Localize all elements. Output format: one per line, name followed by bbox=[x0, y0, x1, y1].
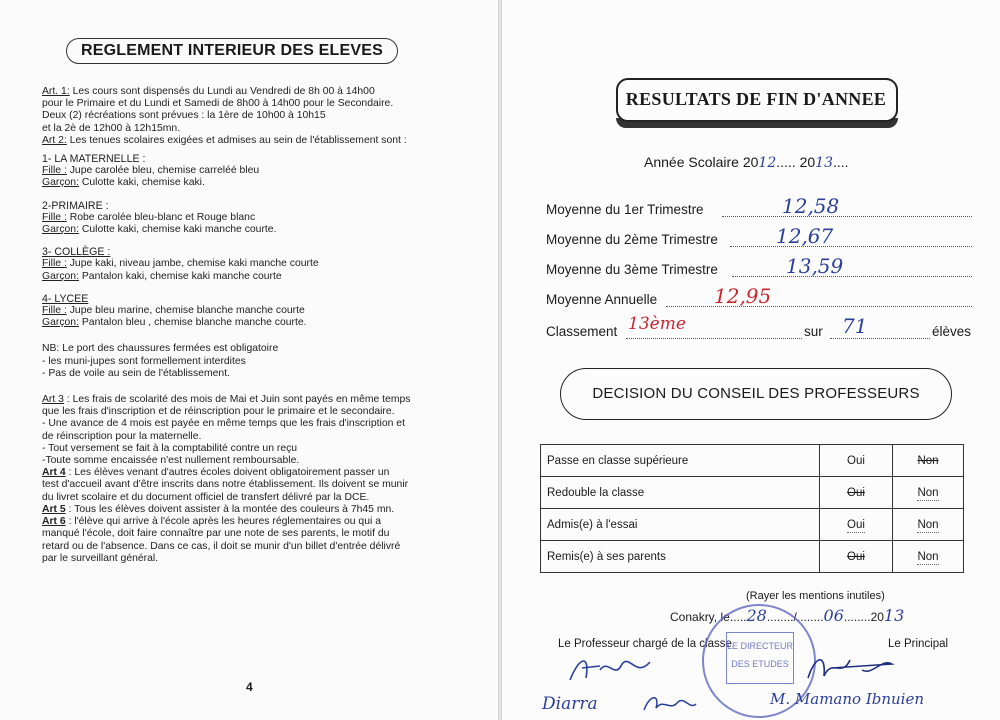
average-term-1: Moyenne du 1er Trimestre 12,58 bbox=[546, 202, 976, 217]
table-row: Redouble la classe Oui Non bbox=[541, 477, 964, 509]
average-value-annual: 12,95 bbox=[714, 284, 772, 308]
school-year: Année Scolaire 2012..... 2013.... bbox=[644, 154, 849, 171]
dotted-line bbox=[830, 338, 930, 339]
average-annual: Moyenne Annuelle 12,95 bbox=[546, 292, 976, 307]
uniform-section-maternelle: 1- LA MATERNELLE : Fille : Jupe carolée bleu, chemise carreléé bleu Garçon: Culotte kaki, chemise kaki. bbox=[42, 153, 260, 189]
article-6: Art 6 : l'élève qui arrive à l'école après les heures réglementaires ou qui a manqué l'école, doit faire connaître par une note de ses parents, le motif du retard ou de l'absence. Dans ce cas, il doit se munir d'un billet d'entrée délivré par le surveillant général. bbox=[42, 516, 401, 564]
uniform-section-lycee: 4- LYCEE Fille : Jupe bleu marine, chemise blanche manche courte Garçon: Pantalon bleu , chemise blanche manche courte. bbox=[42, 292, 307, 329]
place-date: Conakry, le.....28......../........06........2013 bbox=[670, 606, 905, 625]
dotted-line bbox=[730, 246, 972, 247]
principal-label: Le Principal bbox=[888, 638, 949, 650]
results-title: RESULTATS DE FIN D'ANNEE bbox=[625, 89, 887, 109]
results-page bbox=[502, 0, 1000, 720]
article-1: Art. 1: Les cours sont dispensés du Lundi au Vendredi de 8h 00 à 14h00 pour le Primaire et du Lundi et Samedi de 8h00 à 14h00 pour le Secondaire. Deux (2) récréations sont prévues : la 1ère de 10h00 à 10h15 et la 2è de 12h00 à 12h15mn. Art 2: Les tenues scolaires exigées et admises au sein de l'établissement sont : bbox=[42, 86, 407, 146]
average-value: 12,67 bbox=[776, 224, 834, 248]
class-size-value: 71 bbox=[842, 314, 868, 338]
rules-page bbox=[0, 0, 498, 720]
uniform-section-primaire: 2-PRIMAIRE : Fille : Robe carolée bleu-blanc et Rouge blanc Garçon: Culotte kaki, chemise kaki manche courte. bbox=[42, 199, 277, 236]
rules-title: REGLEMENT INTERIEUR DES ELEVES bbox=[66, 38, 398, 64]
council-decision-title: DECISION DU CONSEIL DES PROFESSEURS bbox=[560, 368, 952, 420]
article-4: Art 4 : Les élèves venant d'autres écoles doivent obligatoirement passer un test d'accueil avant d'être inscrits dans notre établissement. Ils doivent se munir du livret scolaire et du document officiel de transfert délivré par la DCE. bbox=[42, 467, 409, 503]
table-row: Remis(e) à ses parents Oui Non bbox=[541, 541, 964, 573]
table-row: Passe en classe supérieure Oui Non bbox=[541, 445, 964, 477]
page-number: 4 bbox=[246, 680, 253, 694]
dotted-line bbox=[722, 216, 972, 217]
teacher-name-handwritten: Diarra bbox=[542, 694, 598, 714]
ranking-value: 13ème bbox=[628, 314, 686, 334]
nb-note: NB: Le port des chaussures fermées est obligatoire - les muni-jupes sont formellement interdites - Pas de voile au sein de l'établissement. bbox=[42, 343, 279, 379]
table-row: Admis(e) à l'essai Oui Non bbox=[541, 509, 964, 541]
teacher-signature bbox=[560, 650, 670, 690]
principal-name-handwritten: M. Mamano Ibnuien bbox=[770, 690, 925, 708]
dotted-line bbox=[732, 276, 972, 277]
teacher-initials bbox=[640, 690, 700, 718]
average-value: 12,58 bbox=[782, 194, 840, 218]
strike-instruction: (Rayer les mentions inutiles) bbox=[746, 590, 885, 602]
article-5: Art 5 : Tous les élèves doivent assister à la montée des couleurs à 7h45 mn. bbox=[42, 503, 395, 515]
average-term-3: Moyenne du 3ème Trimestre 13,59 bbox=[546, 262, 976, 277]
ranking: Classement 13ème sur 71 élèves bbox=[546, 314, 972, 339]
article-3: Art 3 : Les frais de scolarité des mois de Mai et Juin sont payés en même temps que les frais d'inscription et de réinscription pour le primaire et le secondaire. - Une avance de 4 mois est payée en même temps que les frais d'inscription et de réinscription pour la maternelle. - Tout versement se fait à la comptabilité contre un reçu -Toute somme encaissée n'est nullement remboursable. bbox=[42, 394, 411, 467]
decision-table bbox=[540, 444, 964, 573]
uniform-section-college: 3- COLLÈGE : Fille : Jupe kaki, niveau jambe, chemise kaki manche courte Garçon: Pantalon kaki, chemise kaki manche courte bbox=[42, 246, 319, 282]
dotted-line bbox=[626, 338, 802, 339]
average-value: 13,59 bbox=[786, 254, 844, 278]
average-term-2: Moyenne du 2ème Trimestre 12,67 bbox=[546, 232, 976, 247]
principal-signature bbox=[802, 648, 902, 688]
teacher-label: Le Professeur chargé de la classe bbox=[558, 638, 732, 650]
official-stamp: LE DIRECTEUR DES ETUDES bbox=[702, 604, 816, 718]
rules-body bbox=[42, 86, 482, 565]
dotted-line bbox=[666, 306, 972, 307]
